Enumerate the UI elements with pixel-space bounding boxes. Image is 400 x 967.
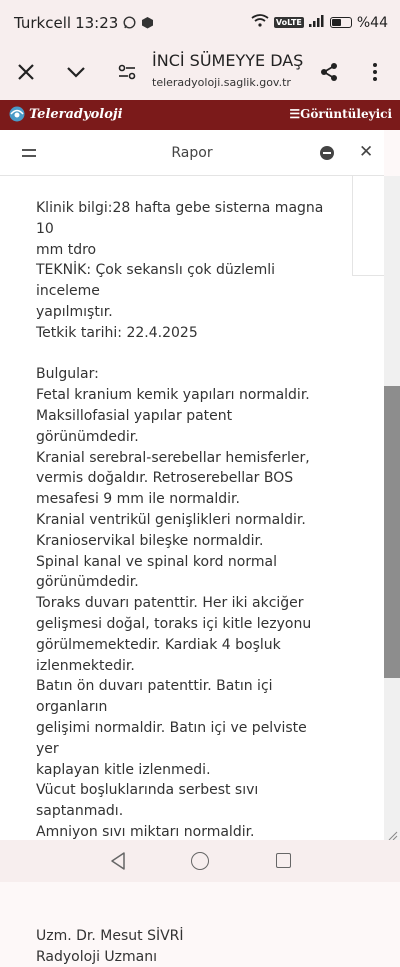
signal-icon bbox=[309, 15, 325, 31]
share-icon[interactable] bbox=[313, 56, 345, 88]
teleradyoloji-logo[interactable] bbox=[8, 105, 123, 123]
report-content bbox=[0, 176, 384, 840]
browser-toolbar bbox=[0, 46, 400, 100]
scrollbar-thumb[interactable] bbox=[384, 386, 400, 678]
dialog-title: Rapor bbox=[0, 145, 384, 161]
finding-line: Spinal kanal ve spinal kord normal bbox=[36, 552, 332, 573]
finding-line: kaplayan kitle izlenmedi. bbox=[36, 760, 332, 781]
finding-line: Kranial serebral-serebellar hemisferler, bbox=[36, 448, 332, 469]
resize-grip-icon[interactable] bbox=[388, 826, 398, 836]
site-settings-icon[interactable] bbox=[111, 56, 143, 88]
finding-line: Kranioservikal bileşke normaldir. bbox=[36, 531, 332, 552]
report-line: TEKNİK: Çok sekanslı çok düzlemli inceleme bbox=[36, 260, 332, 302]
findings-heading: Bulgular: bbox=[36, 364, 332, 385]
finding-line: Toraks duvarı patenttir. Her iki akciğer bbox=[36, 593, 332, 614]
finding-line: Amniyon sıvı miktarı normaldir. bbox=[36, 822, 332, 843]
logo-globe-icon bbox=[8, 105, 26, 123]
status-right bbox=[251, 14, 388, 31]
finding-line: Kranial ventrikül genişlikleri normaldir. bbox=[36, 510, 332, 531]
recent-apps-icon[interactable] bbox=[276, 853, 291, 868]
finding-line: mesafesi 9 mm ile normaldir. bbox=[36, 489, 332, 510]
battery-label: %44 bbox=[357, 15, 388, 31]
back-icon[interactable] bbox=[110, 852, 126, 874]
viewer-link[interactable]: ☰Görüntüleyici bbox=[289, 107, 392, 121]
package-icon bbox=[140, 16, 154, 30]
logo-text: Teleradyoloji bbox=[29, 107, 123, 122]
close-tab-icon[interactable] bbox=[10, 56, 42, 88]
minimize-icon[interactable] bbox=[320, 146, 334, 160]
finding-line: Batın ön duvarı patenttir. Batın içi organların bbox=[36, 676, 332, 718]
page-title: İNCİ SÜMEYYE DAŞ bbox=[152, 51, 303, 70]
finding-line: Fetal kranium kemik yapıları normaldir. bbox=[36, 385, 332, 406]
report-line: Tetkik tarihi: 22.4.2025 bbox=[36, 323, 332, 344]
report-line: Klinik bilgi:28 hafta gebe sisterna magna 10 bbox=[36, 198, 332, 240]
android-nav-bar bbox=[0, 840, 400, 882]
app-header bbox=[0, 100, 400, 130]
signature-title: Radyoloji Uzmanı bbox=[36, 947, 332, 967]
overlay-edge bbox=[352, 176, 384, 276]
volte-badge: VoLTE bbox=[274, 17, 304, 28]
report-line: mm tdro bbox=[36, 240, 332, 261]
finding-line: Vücut boşluklarında serbest sıvı saptanmadı. bbox=[36, 780, 332, 822]
battery-fill bbox=[332, 19, 341, 26]
url-text[interactable]: teleradyoloji.saglik.gov.tr bbox=[152, 76, 291, 89]
finding-line: vermis doğaldır. Retroserebellar BOS bbox=[36, 468, 332, 489]
finding-line: gelişmesi doğal, toraks içi kitle lezyonu bbox=[36, 614, 332, 635]
close-icon[interactable]: ✕ bbox=[359, 142, 373, 162]
finding-line: gelişimi normaldir. Batın içi ve pelviste yer bbox=[36, 718, 332, 760]
report-dialog-header bbox=[0, 130, 384, 176]
finding-line: Maksillofasial yapılar patent görünümdedir. bbox=[36, 406, 332, 448]
clock: 13:23 bbox=[75, 14, 118, 32]
more-options-icon[interactable] bbox=[359, 56, 391, 88]
report-line: yapılmıştır. bbox=[36, 302, 332, 323]
status-bar bbox=[0, 0, 400, 46]
finding-line: görülmemektedir. Kardiak 4 boşluk bbox=[36, 635, 332, 656]
home-icon[interactable] bbox=[191, 852, 209, 870]
whatsapp-icon bbox=[122, 16, 136, 30]
chevron-down-icon[interactable] bbox=[60, 56, 92, 88]
status-left bbox=[14, 14, 154, 32]
finding-line: izlenmektedir. bbox=[36, 656, 332, 677]
carrier-label: Turkcell bbox=[14, 14, 71, 32]
wifi-icon bbox=[251, 14, 269, 31]
battery-icon bbox=[330, 17, 352, 28]
finding-line: görünümdedir. bbox=[36, 572, 332, 593]
signature-name: Uzm. Dr. Mesut SİVRİ bbox=[36, 926, 332, 947]
